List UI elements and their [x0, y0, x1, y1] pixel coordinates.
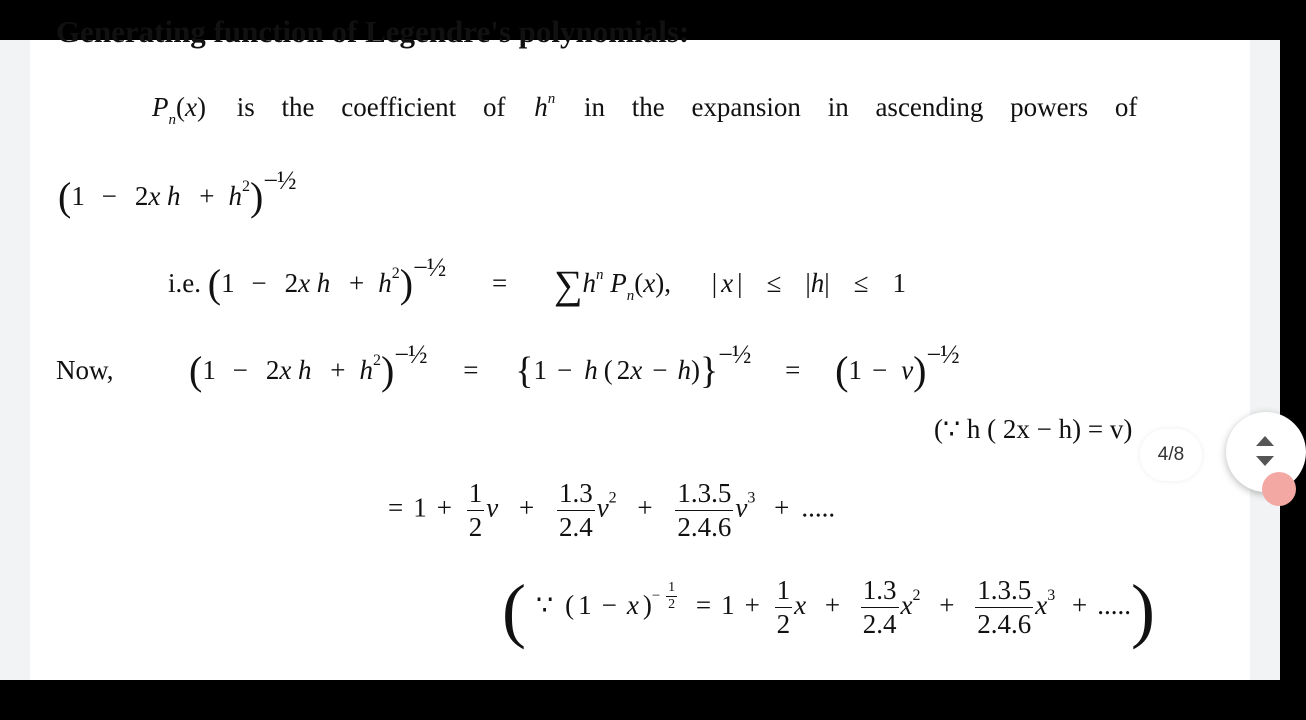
intro-line: $P_n(x)$ is the coefficient of $h^n$ in the expansion in ascending powers of: [152, 91, 1138, 128]
generating-expression: (1 − 2x $h + h^2)-\frac{1}{2}$: [58, 166, 296, 219]
page-indicator: 4/8: [1140, 429, 1202, 481]
legendre-p-symbol: P: [152, 92, 169, 122]
chevron-up-icon: [1256, 436, 1274, 446]
floating-action-dot[interactable]: [1262, 472, 1296, 506]
now-label: Now,: [56, 355, 114, 385]
binomial-hint: ( ∵ ( 1 − x )$^{- \frac{1}{2}}$ = 1 + $\frac{1}{2}$ x + $\frac{1.3}{2.4}$ $x^2$ + $\frac{1.3.5}{2.4.6}$ $x^3$ + .....): [502, 570, 1155, 650]
now-line: Now, (1 − 2x $h + h^2)-\frac{1}{2} = \{1 - h$ ( 2x − h)}−½ = (1 − v)−½: [56, 340, 959, 393]
identity-line: i.e. (1 − 2x $h + h^2)-\frac{1}{2} = \sum h^n$ $P_n(x)$, | x | ≤ |h| ≤ 1: [168, 253, 907, 307]
bottom-black-bar: [0, 680, 1280, 720]
ie-label: i.e.: [168, 268, 201, 298]
document-page: [30, 14, 1250, 680]
document-viewport[interactable]: [0, 14, 1280, 680]
series-expansion-v: = 1 + $\frac{1}{2}$ v + $\frac{1.3}{2.4}$ $v^2$ + $\frac{1.3.5}{2.4.6}$ $v^3$ + .....: [388, 478, 836, 542]
chevron-down-icon: [1256, 456, 1274, 466]
substitution-hint: (∵ h ( 2x − h) = v): [934, 414, 1133, 444]
section-heading: Generating function of Legendre's polynomials:: [56, 14, 690, 49]
